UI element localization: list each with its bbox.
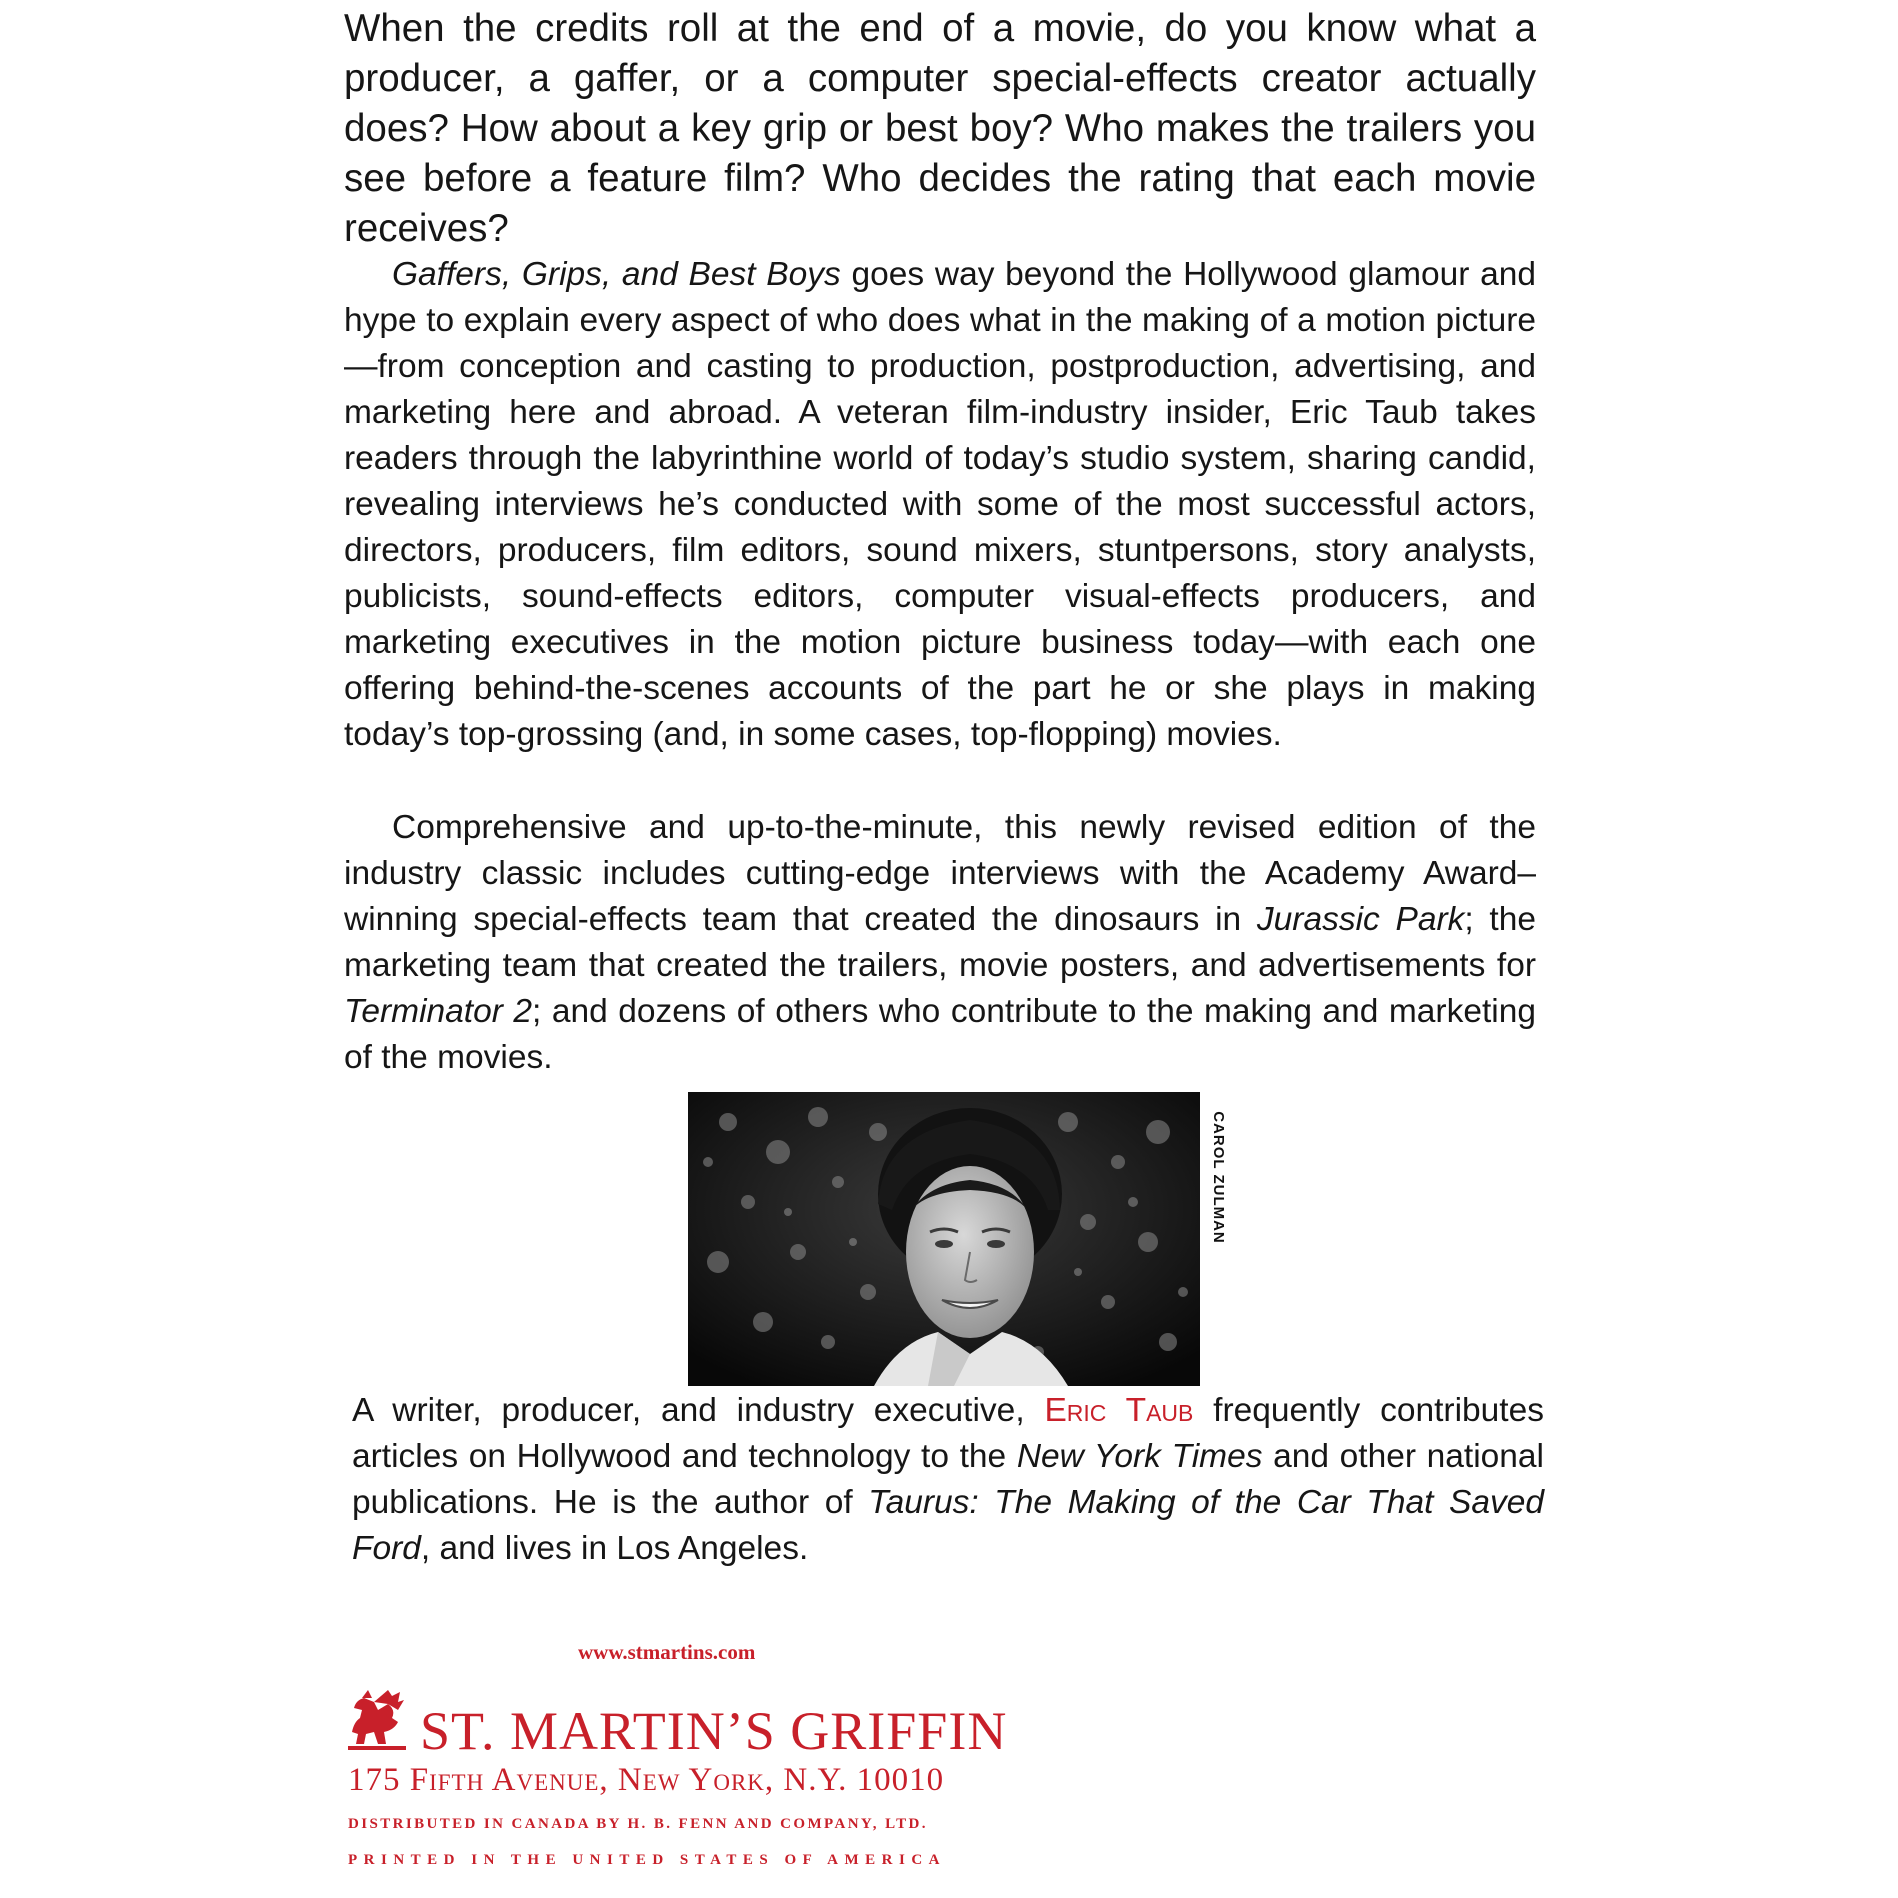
griffin-icon: [348, 1688, 406, 1750]
author-photo: [688, 1092, 1200, 1386]
intro-text: When the credits roll at the end of a movie, do you know what a producer, a gaffer, or a computer special-effects creator actually does? How about a key grip or best boy? Who makes the trailers you see before a feature film? Who decides the rating that each movie receives?: [344, 7, 1536, 250]
description-text-2b: ; the marketing team that created the trailers, movie posters, and advertisements for: [344, 901, 1536, 984]
author-bio-paragraph: [352, 1388, 1544, 1572]
printed-note: PRINTED IN THE UNITED STATES OF AMERICA: [348, 1852, 947, 1868]
bio-text-end: , and lives in Los Angeles.: [420, 1530, 809, 1567]
film-title-terminator-2: Terminator 2: [344, 993, 533, 1030]
intro-paragraph: [344, 4, 1536, 254]
publisher-url: www.stmartins.com: [578, 1640, 756, 1664]
author-photo-block: [688, 1092, 1233, 1389]
bio-text-mid-1: frequently contributes articles on Hollywood and technology to the: [352, 1392, 1544, 1475]
publication-name: New York Times: [1016, 1438, 1263, 1475]
author-name: Eric Taub: [1044, 1392, 1194, 1429]
description-text-1: goes way beyond the Hollywood glamour and hype to explain every aspect of who does what in the making of a motion picture—from conception and casting to production, postproduction, advertising, and marketing here and abroad. A veteran film-industry insider, Eric Taub takes readers through the labyrinthine world of today’s studio system, sharing candid, revealing interviews he’s conducted with some of the most successful actors, directors, producers, film editors, sound mixers, stuntpersons, story analysts, publicists, sound-effects editors, computer visual-effects producers, and marketing executives in the motion picture business today—with each one offering behind-the-scenes accounts of the part he or she plays in making today’s top-grossing (and, in some cases, top-flopping) movies.: [344, 256, 1537, 753]
author-book-title: Taurus: The Making of the Car That Saved Ford: [352, 1484, 1544, 1567]
film-title-jurassic-park: Jurassic Park: [1256, 901, 1465, 938]
photo-credit-text: CAROL ZULMAN: [1209, 1110, 1227, 1244]
bio-text-start: A writer, producer, and industry executive,: [352, 1392, 1045, 1429]
book-title: Gaffers, Grips, and Best Boys: [392, 256, 841, 293]
description-paragraph-2: [344, 805, 1536, 1081]
author-portrait-image: [688, 1092, 1200, 1386]
photo-credit: [1203, 1092, 1233, 1262]
description-text-2a: Comprehensive and up-to-the-minute, this newly revised edition of the industry classic includes cutting-edge interviews with the Academy Award–winning special-effects team that created the dinosaurs in: [344, 809, 1536, 938]
description-text-2c: ; and dozens of others who contribute to the making and marketing of the movies.: [344, 993, 1536, 1076]
publisher-name: ST. MARTIN’S GRIFFIN: [420, 1701, 1008, 1761]
distribution-note: DISTRIBUTED IN CANADA BY H. B. FENN AND COMPANY, LTD.: [348, 1816, 928, 1832]
publisher-address: 175 Fifth Avenue, New York, N.Y. 10010: [348, 1762, 945, 1798]
description-paragraph-1: [344, 252, 1536, 758]
bio-text-mid-2: and other national publications. He is the author of: [352, 1438, 1544, 1521]
